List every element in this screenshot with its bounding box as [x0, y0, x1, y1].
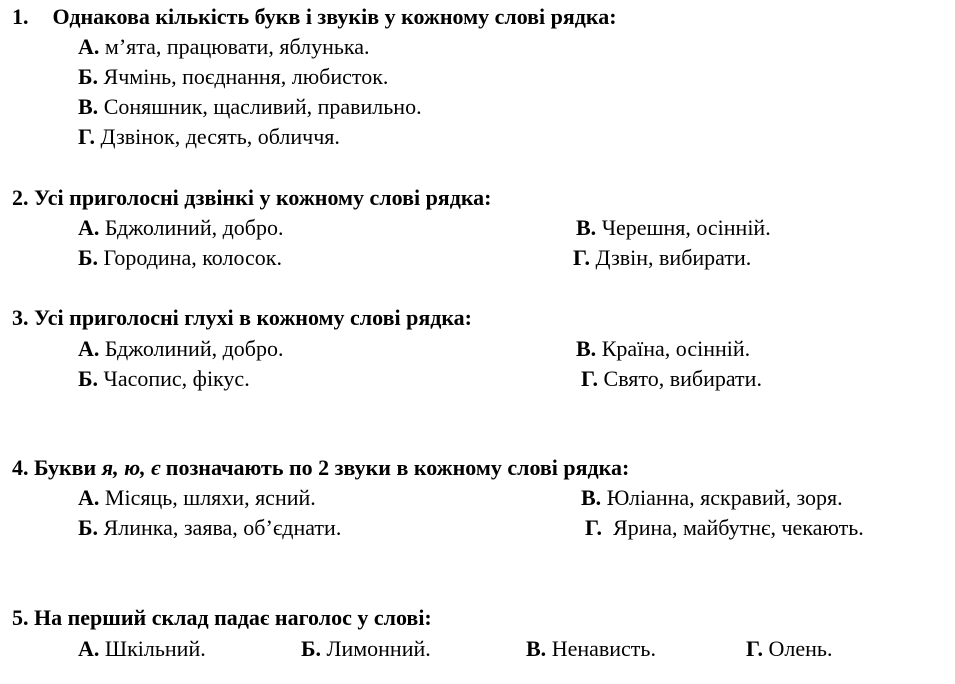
option-letter: В. — [576, 215, 597, 240]
option-text: Олень. — [768, 636, 833, 661]
q5-option-a — [78, 636, 206, 662]
option-text: Ялинка, заява, об’єднати. — [103, 515, 342, 540]
question-1-number: 1. — [12, 4, 29, 29]
q5-option-h — [746, 636, 832, 662]
question-4-letters: я, ю, є — [101, 455, 161, 480]
q1-option-h — [78, 124, 340, 150]
question-4-heading — [12, 455, 629, 481]
option-letter: Г. — [78, 124, 96, 149]
option-text: Лимонний. — [326, 636, 431, 661]
question-1-text: Однакова кількість букв і звуків у кожному слові рядка: — [52, 4, 617, 29]
q1-option-v — [78, 94, 422, 120]
question-4-text-before: Букви — [34, 455, 97, 480]
option-text: м’ята, працювати, яблунька. — [104, 34, 370, 59]
option-text: Ячмінь, поєднання, любисток. — [103, 64, 389, 89]
question-3-heading — [12, 305, 472, 331]
option-text: Соняшник, щасливий, правильно. — [103, 94, 422, 119]
question-2-heading — [12, 185, 492, 211]
option-letter: В. — [581, 485, 602, 510]
option-text: Ярина, майбутнє, чекають. — [613, 515, 864, 540]
q1-option-a — [78, 34, 370, 60]
q5-option-v — [526, 636, 656, 662]
q5-option-b — [301, 636, 431, 662]
option-letter: А. — [78, 485, 100, 510]
option-text: Шкільний. — [104, 636, 206, 661]
option-text: Місяць, шляхи, ясний. — [104, 485, 316, 510]
option-text: Свято, вибирати. — [603, 366, 762, 391]
option-letter: В. — [78, 94, 99, 119]
question-5-heading — [12, 605, 432, 631]
q4-option-b — [78, 515, 341, 541]
option-text: Городина, колосок. — [103, 245, 282, 270]
q4-option-a — [78, 485, 316, 511]
option-text: Черешня, осінній. — [601, 215, 771, 240]
question-3-number: 3. — [12, 305, 29, 330]
option-text: Дзвін, вибирати. — [595, 245, 752, 270]
q2-option-b — [78, 245, 282, 271]
option-letter: Б. — [78, 245, 99, 270]
option-letter: А. — [78, 636, 100, 661]
q3-option-b — [78, 366, 250, 392]
option-letter: Г. — [585, 515, 603, 540]
q3-option-h — [581, 366, 762, 392]
question-4-number: 4. — [12, 455, 29, 480]
q2-option-v — [576, 215, 771, 241]
option-letter: Б. — [301, 636, 322, 661]
option-letter: Г. — [573, 245, 591, 270]
option-letter: Г. — [581, 366, 599, 391]
question-1-heading — [12, 4, 617, 30]
option-letter: В. — [526, 636, 547, 661]
option-text: Часопис, фікус. — [103, 366, 250, 391]
q4-option-v — [581, 485, 843, 511]
q1-option-b — [78, 64, 388, 90]
option-text: Ненависть. — [551, 636, 656, 661]
option-text: Дзвінок, десять, обличчя. — [100, 124, 340, 149]
q3-option-a — [78, 336, 284, 362]
option-text: Юліанна, яскравий, зоря. — [606, 485, 843, 510]
option-letter: В. — [576, 336, 597, 361]
q4-option-h — [585, 515, 864, 541]
question-3-text: Усі приголосні глухі в кожному слові рядка: — [34, 305, 473, 330]
option-letter: Б. — [78, 64, 99, 89]
option-text: Країна, осінній. — [601, 336, 751, 361]
question-5-text: На перший склад падає наголос у слові: — [34, 605, 432, 630]
option-text: Бджолиний, добро. — [104, 215, 284, 240]
option-letter: А. — [78, 34, 100, 59]
question-2-number: 2. — [12, 185, 29, 210]
q3-option-v — [576, 336, 750, 362]
option-letter: А. — [78, 215, 100, 240]
question-4-text-after: позначають по 2 звуки в кожному слові рядка: — [165, 455, 630, 480]
q2-option-a — [78, 215, 284, 241]
option-letter: Б. — [78, 366, 99, 391]
option-text: Бджолиний, добро. — [104, 336, 284, 361]
q2-option-h — [573, 245, 751, 271]
option-letter: Б. — [78, 515, 99, 540]
option-letter: А. — [78, 336, 100, 361]
question-5-number: 5. — [12, 605, 29, 630]
option-letter: Г. — [746, 636, 764, 661]
question-2-text: Усі приголосні дзвінкі у кожному слові рядка: — [34, 185, 492, 210]
